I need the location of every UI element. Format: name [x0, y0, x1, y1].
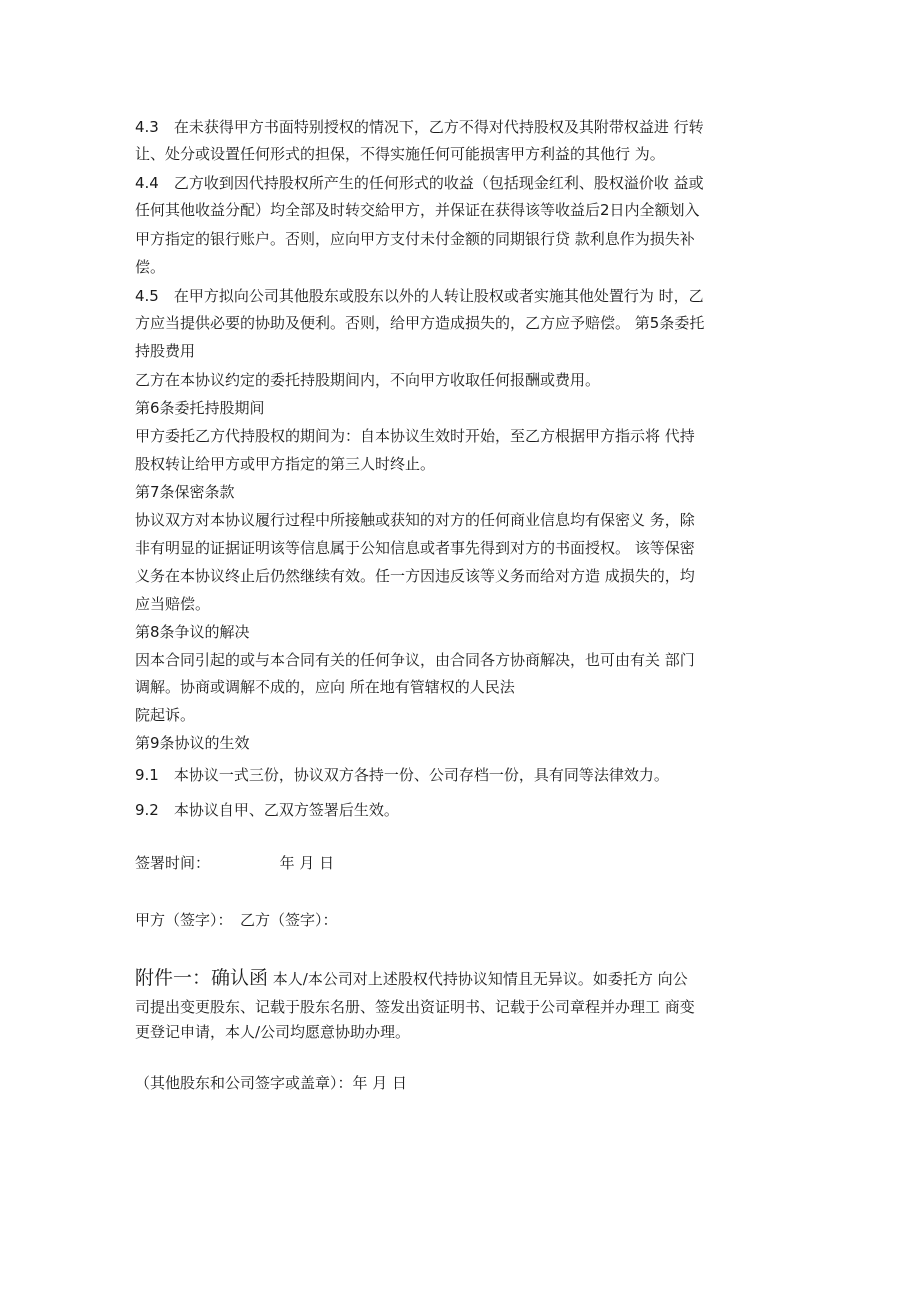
body-line: 任何其他收益分配）均全部及时转交給甲方，并保证在获得该等收益后2日内全额划入: [135, 201, 700, 219]
section-heading: 第8条争议的解决: [135, 623, 250, 641]
body-line: 义务在本协议终止后仍然继续有效。任一方因违反该等义务而给对方造 成损失的，均: [135, 567, 695, 585]
body-line: 9.2 本协议自甲、乙双方签署后生效。: [135, 801, 399, 819]
annex-title: 附件一：确认函: [135, 967, 269, 989]
annex-line: 更登记申请，本人/公司均愿意协助办理。: [135, 1023, 411, 1041]
sign-time-label: 签署时间：: [135, 854, 211, 872]
body-line: 4.5 在甲方拟向公司其他股东或股东以外的人转让股权或者实施其他处置行为 时，乙: [135, 287, 704, 305]
body-line: 股权转让给甲方或甲方指定的第三人时终止。: [135, 455, 436, 473]
section-heading: 第7条保密条款: [135, 483, 235, 501]
body-line: 偿。: [135, 258, 166, 276]
body-line: 持股费用: [135, 342, 196, 360]
sign-time: [135, 853, 795, 873]
body-line: 9.1 本协议一式三份，协议双方各持一份、公司存档一份，具有同等法律效力。: [135, 766, 669, 784]
other-signature-line: （其他股东和公司签字或盖章）：年 月 日: [135, 1074, 408, 1092]
body-line: 4.4 乙方收到因代持股权所产生的任何形式的收益（包括现金红利、股权溢价收 益或: [135, 174, 704, 192]
annex-line: 司提出变更股东、记载于股东名册、签发出资证明书、记载于公司章程并办理工 商变: [135, 998, 695, 1016]
body-line: 因本合同引起的或与本合同有关的任何争议，由合同各方协商解决，也可由有关 部门: [135, 651, 695, 669]
body-line: 协议双方对本协议履行过程中所接触或获知的对方的任何商业信息均有保密义 务，除: [135, 511, 695, 529]
body-line: 应当赔偿。: [135, 595, 211, 613]
body-line: 院起诉。: [135, 706, 196, 724]
section-heading: 第9条协议的生效: [135, 734, 250, 752]
body-line: 让、处分或设置任何形式的担保，不得实施任何可能损害甲方利益的其他行 为。: [135, 145, 665, 163]
section-heading: 第6条委托持股期间: [135, 399, 265, 417]
body-line: 甲方委托乙方代持股权的期间为：自本协议生效时开始，至乙方根据甲方指示将 代持: [135, 427, 695, 445]
annex-text: 本人/本公司对上述股权代持协议知情且无异议。如委托方 向公: [272, 970, 688, 988]
body-line: 甲方指定的银行账户。否则，应向甲方支付未付金额的同期银行贷 款利息作为损失补: [135, 230, 695, 248]
body-line: 非有明显的证据证明该等信息属于公知信息或者事先得到对方的书面授权。 该等保密: [135, 539, 695, 557]
sign-time-date: 年 月 日: [279, 854, 335, 872]
body-line: 方应当提供必要的协助及便利。否则，给甲方造成损失的，乙方应予赔偿。 第5条委托: [135, 314, 705, 332]
body-line: 乙方在本协议约定的委托持股期间内，不向甲方收取任何报酬或费用。: [135, 371, 601, 389]
annex-first-line: [135, 965, 795, 991]
party-signatures: 甲方（签字）： 乙方（签字）：: [135, 911, 338, 929]
body-line: 调解。协商或调解不成的，应向 所在地有管辖权的人民法: [135, 678, 515, 696]
body-line: 4.3 在未获得甲方书面特别授权的情况下，乙方不得对代持股权及其附带权益进 行转: [135, 118, 704, 136]
